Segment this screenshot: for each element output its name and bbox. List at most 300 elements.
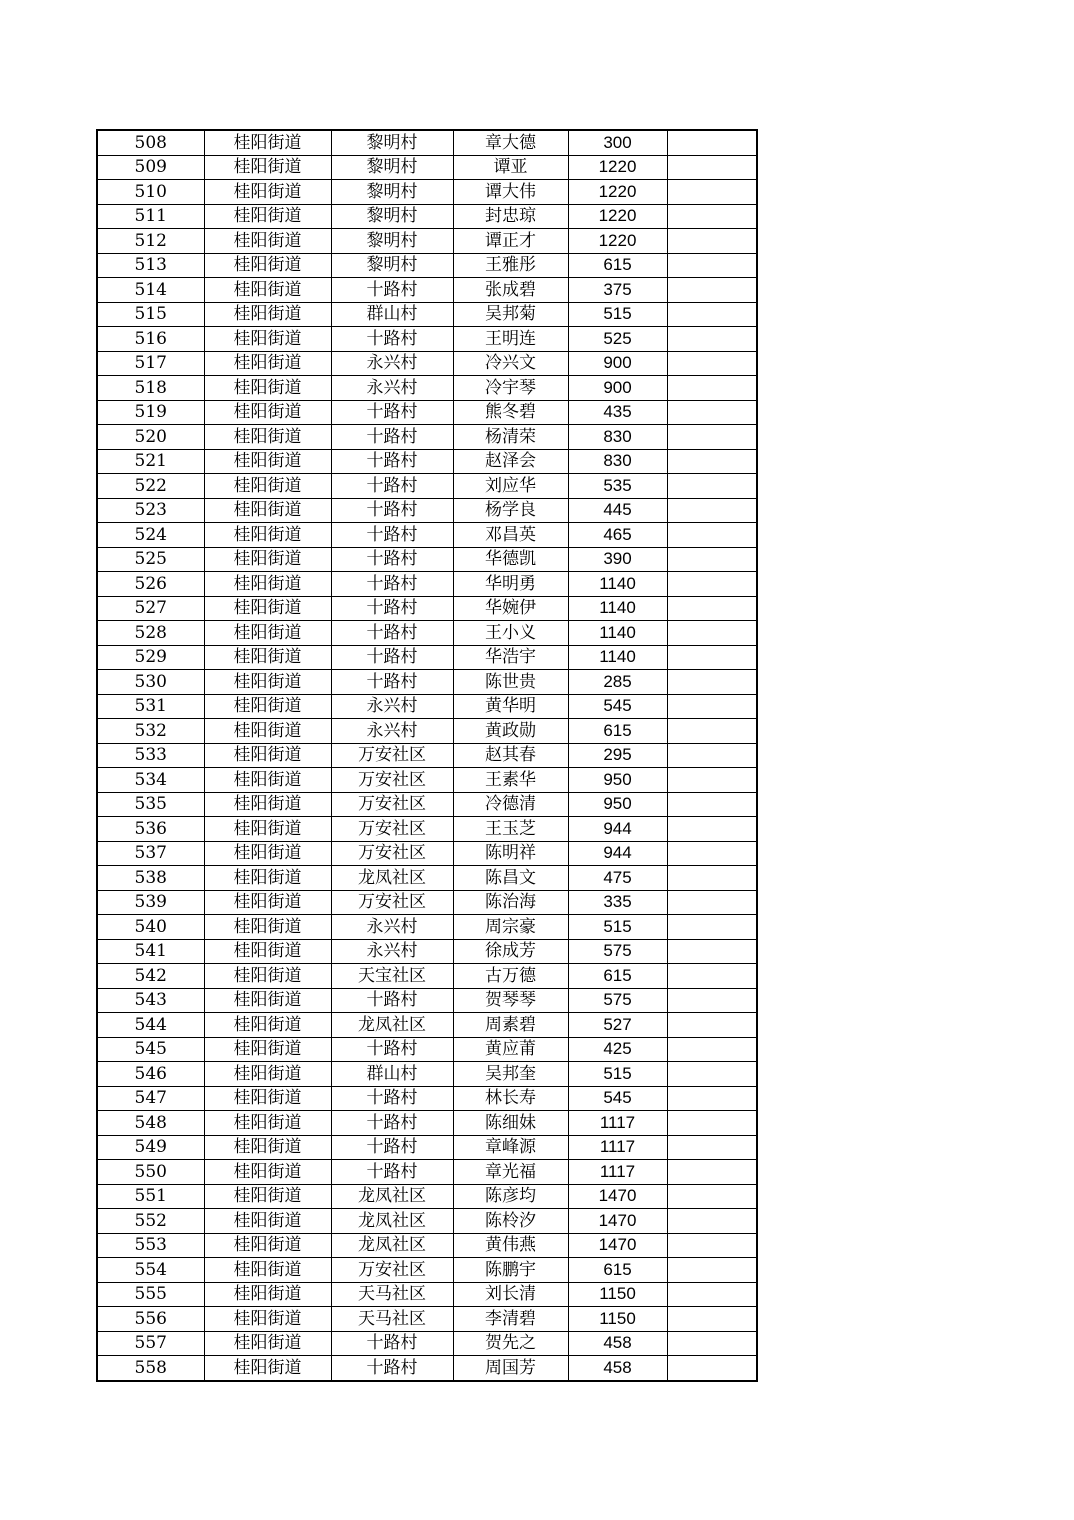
table-row [97,376,757,401]
table-row [97,890,757,915]
note-cell [667,1111,757,1136]
name-cell: 章大德 [453,130,568,155]
amount-cell: 575 [568,988,667,1013]
amount-cell: 615 [568,1258,667,1283]
note-cell [667,302,757,327]
street-cell: 桂阳街道 [204,253,331,278]
row-number-cell: 539 [97,890,204,915]
street-cell: 桂阳街道 [204,1111,331,1136]
note-cell [667,400,757,425]
amount-cell: 527 [568,1013,667,1038]
village-cell: 天宝社区 [331,964,453,989]
street-cell: 桂阳街道 [204,621,331,646]
street-cell: 桂阳街道 [204,425,331,450]
village-cell: 十路村 [331,1160,453,1185]
village-cell: 万安社区 [331,768,453,793]
village-cell: 万安社区 [331,792,453,817]
street-cell: 桂阳街道 [204,1160,331,1185]
street-cell: 桂阳街道 [204,792,331,817]
street-cell: 桂阳街道 [204,768,331,793]
row-number-cell: 557 [97,1331,204,1356]
name-cell: 黄应莆 [453,1037,568,1062]
note-cell [667,547,757,572]
amount-cell: 1117 [568,1111,667,1136]
row-number-cell: 553 [97,1233,204,1258]
amount-cell: 1470 [568,1209,667,1234]
row-number-cell: 520 [97,425,204,450]
amount-cell: 950 [568,792,667,817]
name-cell: 陈治海 [453,890,568,915]
row-number-cell: 522 [97,474,204,499]
note-cell [667,1356,757,1381]
amount-cell: 458 [568,1331,667,1356]
village-cell: 龙凤社区 [331,1233,453,1258]
note-cell [667,1135,757,1160]
table-row [97,1307,757,1332]
table-row [97,351,757,376]
village-cell: 天马社区 [331,1307,453,1332]
name-cell: 徐成芳 [453,939,568,964]
amount-cell: 615 [568,719,667,744]
table-row [97,817,757,842]
row-number-cell: 551 [97,1184,204,1209]
amount-cell: 1140 [568,645,667,670]
street-cell: 桂阳街道 [204,743,331,768]
note-cell [667,1062,757,1087]
table-row [97,915,757,940]
table-row [97,939,757,964]
name-cell: 华浩宇 [453,645,568,670]
table-row [97,400,757,425]
note-cell [667,1013,757,1038]
village-cell: 龙凤社区 [331,866,453,891]
street-cell: 桂阳街道 [204,915,331,940]
village-cell: 永兴村 [331,376,453,401]
note-cell [667,1233,757,1258]
name-cell: 陈细妹 [453,1111,568,1136]
table-row [97,1062,757,1087]
note-cell [667,278,757,303]
village-cell: 黎明村 [331,130,453,155]
data-table [96,129,758,1382]
street-cell: 桂阳街道 [204,155,331,180]
village-cell: 十路村 [331,449,453,474]
row-number-cell: 531 [97,694,204,719]
name-cell: 周宗豪 [453,915,568,940]
name-cell: 王玉芝 [453,817,568,842]
street-cell: 桂阳街道 [204,1258,331,1283]
street-cell: 桂阳街道 [204,180,331,205]
name-cell: 冷德清 [453,792,568,817]
village-cell: 天马社区 [331,1282,453,1307]
name-cell: 谭亚 [453,155,568,180]
note-cell [667,1037,757,1062]
street-cell: 桂阳街道 [204,719,331,744]
name-cell: 陈明祥 [453,841,568,866]
table-row [97,621,757,646]
street-cell: 桂阳街道 [204,327,331,352]
table-row [97,155,757,180]
amount-cell: 944 [568,841,667,866]
street-cell: 桂阳街道 [204,596,331,621]
village-cell: 万安社区 [331,817,453,842]
note-cell [667,890,757,915]
row-number-cell: 558 [97,1356,204,1381]
row-number-cell: 552 [97,1209,204,1234]
name-cell: 刘应华 [453,474,568,499]
row-number-cell: 509 [97,155,204,180]
village-cell: 十路村 [331,1111,453,1136]
village-cell: 十路村 [331,327,453,352]
village-cell: 龙凤社区 [331,1209,453,1234]
name-cell: 冷兴文 [453,351,568,376]
row-number-cell: 513 [97,253,204,278]
row-number-cell: 525 [97,547,204,572]
village-cell: 十路村 [331,1331,453,1356]
row-number-cell: 515 [97,302,204,327]
row-number-cell: 556 [97,1307,204,1332]
amount-cell: 1470 [568,1184,667,1209]
amount-cell: 900 [568,351,667,376]
table-row [97,425,757,450]
village-cell: 永兴村 [331,694,453,719]
table-row [97,841,757,866]
row-number-cell: 542 [97,964,204,989]
row-number-cell: 538 [97,866,204,891]
note-cell [667,817,757,842]
village-cell: 永兴村 [331,351,453,376]
note-cell [667,229,757,254]
row-number-cell: 510 [97,180,204,205]
village-cell: 十路村 [331,1086,453,1111]
note-cell [667,792,757,817]
street-cell: 桂阳街道 [204,523,331,548]
amount-cell: 1220 [568,180,667,205]
name-cell: 吴邦奎 [453,1062,568,1087]
note-cell [667,253,757,278]
village-cell: 十路村 [331,1037,453,1062]
table-row [97,1111,757,1136]
name-cell: 李清碧 [453,1307,568,1332]
village-cell: 黎明村 [331,253,453,278]
amount-cell: 458 [568,1356,667,1381]
name-cell: 贺先之 [453,1331,568,1356]
amount-cell: 950 [568,768,667,793]
name-cell: 王雅彤 [453,253,568,278]
row-number-cell: 517 [97,351,204,376]
village-cell: 万安社区 [331,841,453,866]
village-cell: 万安社区 [331,1258,453,1283]
note-cell [667,841,757,866]
amount-cell: 1117 [568,1135,667,1160]
name-cell: 古万德 [453,964,568,989]
note-cell [667,425,757,450]
village-cell: 十路村 [331,988,453,1013]
village-cell: 永兴村 [331,915,453,940]
street-cell: 桂阳街道 [204,302,331,327]
name-cell: 杨学良 [453,498,568,523]
street-cell: 桂阳街道 [204,400,331,425]
note-cell [667,988,757,1013]
row-number-cell: 523 [97,498,204,523]
amount-cell: 545 [568,694,667,719]
note-cell [667,180,757,205]
name-cell: 陈彦均 [453,1184,568,1209]
row-number-cell: 550 [97,1160,204,1185]
village-cell: 十路村 [331,400,453,425]
note-cell [667,694,757,719]
table-row [97,988,757,1013]
table-row [97,253,757,278]
village-cell: 十路村 [331,474,453,499]
village-cell: 黎明村 [331,155,453,180]
table-row [97,1331,757,1356]
village-cell: 黎明村 [331,229,453,254]
table-row [97,1258,757,1283]
table-body [97,130,757,1381]
amount-cell: 515 [568,1062,667,1087]
name-cell: 封忠琼 [453,204,568,229]
amount-cell: 1220 [568,155,667,180]
table-row [97,130,757,155]
street-cell: 桂阳街道 [204,694,331,719]
row-number-cell: 540 [97,915,204,940]
name-cell: 林长寿 [453,1086,568,1111]
name-cell: 陈世贵 [453,670,568,695]
row-number-cell: 535 [97,792,204,817]
table-row [97,670,757,695]
street-cell: 桂阳街道 [204,1331,331,1356]
note-cell [667,915,757,940]
street-cell: 桂阳街道 [204,1062,331,1087]
street-cell: 桂阳街道 [204,1086,331,1111]
name-cell: 熊冬碧 [453,400,568,425]
street-cell: 桂阳街道 [204,449,331,474]
table-row [97,474,757,499]
note-cell [667,204,757,229]
amount-cell: 285 [568,670,667,695]
name-cell: 杨清荣 [453,425,568,450]
table-row [97,866,757,891]
village-cell: 十路村 [331,572,453,597]
row-number-cell: 524 [97,523,204,548]
row-number-cell: 537 [97,841,204,866]
name-cell: 张成碧 [453,278,568,303]
table-row [97,1233,757,1258]
row-number-cell: 547 [97,1086,204,1111]
table-row [97,498,757,523]
row-number-cell: 541 [97,939,204,964]
street-cell: 桂阳街道 [204,547,331,572]
table-row [97,596,757,621]
street-cell: 桂阳街道 [204,1307,331,1332]
village-cell: 群山村 [331,1062,453,1087]
street-cell: 桂阳街道 [204,890,331,915]
name-cell: 华明勇 [453,572,568,597]
name-cell: 王素华 [453,768,568,793]
name-cell: 王小义 [453,621,568,646]
street-cell: 桂阳街道 [204,817,331,842]
table-row [97,719,757,744]
table-row [97,180,757,205]
note-cell [667,670,757,695]
village-cell: 十路村 [331,498,453,523]
note-cell [667,1331,757,1356]
name-cell: 贺琴琴 [453,988,568,1013]
village-cell: 黎明村 [331,204,453,229]
village-cell: 永兴村 [331,719,453,744]
street-cell: 桂阳街道 [204,376,331,401]
amount-cell: 830 [568,425,667,450]
table-row [97,964,757,989]
row-number-cell: 549 [97,1135,204,1160]
amount-cell: 1150 [568,1307,667,1332]
name-cell: 黄政勋 [453,719,568,744]
note-cell [667,866,757,891]
note-cell [667,743,757,768]
table-row [97,792,757,817]
note-cell [667,327,757,352]
street-cell: 桂阳街道 [204,1037,331,1062]
street-cell: 桂阳街道 [204,964,331,989]
note-cell [667,621,757,646]
street-cell: 桂阳街道 [204,130,331,155]
name-cell: 王明连 [453,327,568,352]
table-row [97,1356,757,1381]
table-row [97,1086,757,1111]
table-row [97,302,757,327]
amount-cell: 830 [568,449,667,474]
street-cell: 桂阳街道 [204,1209,331,1234]
amount-cell: 1140 [568,572,667,597]
table-row [97,1209,757,1234]
amount-cell: 425 [568,1037,667,1062]
table-row [97,449,757,474]
name-cell: 谭大伟 [453,180,568,205]
table-row [97,1160,757,1185]
name-cell: 陈柃汐 [453,1209,568,1234]
village-cell: 万安社区 [331,890,453,915]
table-row [97,327,757,352]
row-number-cell: 519 [97,400,204,425]
row-number-cell: 529 [97,645,204,670]
village-cell: 群山村 [331,302,453,327]
row-number-cell: 516 [97,327,204,352]
note-cell [667,719,757,744]
amount-cell: 445 [568,498,667,523]
street-cell: 桂阳街道 [204,1135,331,1160]
street-cell: 桂阳街道 [204,939,331,964]
row-number-cell: 512 [97,229,204,254]
name-cell: 邓昌英 [453,523,568,548]
table-row [97,204,757,229]
amount-cell: 435 [568,400,667,425]
amount-cell: 1117 [568,1160,667,1185]
note-cell [667,1184,757,1209]
amount-cell: 465 [568,523,667,548]
amount-cell: 615 [568,253,667,278]
street-cell: 桂阳街道 [204,351,331,376]
table-row [97,1184,757,1209]
street-cell: 桂阳街道 [204,1282,331,1307]
street-cell: 桂阳街道 [204,1013,331,1038]
note-cell [667,1258,757,1283]
note-cell [667,351,757,376]
amount-cell: 1220 [568,204,667,229]
name-cell: 黄伟燕 [453,1233,568,1258]
note-cell [667,449,757,474]
row-number-cell: 533 [97,743,204,768]
street-cell: 桂阳街道 [204,670,331,695]
street-cell: 桂阳街道 [204,278,331,303]
row-number-cell: 518 [97,376,204,401]
row-number-cell: 527 [97,596,204,621]
street-cell: 桂阳街道 [204,988,331,1013]
amount-cell: 375 [568,278,667,303]
village-cell: 十路村 [331,645,453,670]
table-row [97,1037,757,1062]
table-row [97,278,757,303]
street-cell: 桂阳街道 [204,645,331,670]
amount-cell: 1140 [568,621,667,646]
note-cell [667,498,757,523]
row-number-cell: 511 [97,204,204,229]
street-cell: 桂阳街道 [204,841,331,866]
amount-cell: 475 [568,866,667,891]
village-cell: 龙凤社区 [331,1013,453,1038]
village-cell: 十路村 [331,547,453,572]
row-number-cell: 546 [97,1062,204,1087]
amount-cell: 295 [568,743,667,768]
street-cell: 桂阳街道 [204,1233,331,1258]
table-row [97,645,757,670]
street-cell: 桂阳街道 [204,866,331,891]
name-cell: 章光福 [453,1160,568,1185]
street-cell: 桂阳街道 [204,572,331,597]
street-cell: 桂阳街道 [204,1184,331,1209]
amount-cell: 615 [568,964,667,989]
name-cell: 周国芳 [453,1356,568,1381]
amount-cell: 525 [568,327,667,352]
name-cell: 华婉伊 [453,596,568,621]
village-cell: 龙凤社区 [331,1184,453,1209]
name-cell: 刘长清 [453,1282,568,1307]
name-cell: 陈鹏宇 [453,1258,568,1283]
amount-cell: 515 [568,915,667,940]
amount-cell: 944 [568,817,667,842]
row-number-cell: 536 [97,817,204,842]
name-cell: 黄华明 [453,694,568,719]
name-cell: 冷宇琴 [453,376,568,401]
row-number-cell: 508 [97,130,204,155]
amount-cell: 545 [568,1086,667,1111]
note-cell [667,130,757,155]
row-number-cell: 521 [97,449,204,474]
amount-cell: 390 [568,547,667,572]
table-row [97,572,757,597]
amount-cell: 1470 [568,1233,667,1258]
row-number-cell: 545 [97,1037,204,1062]
table-row [97,694,757,719]
village-cell: 十路村 [331,1135,453,1160]
row-number-cell: 532 [97,719,204,744]
name-cell: 赵泽会 [453,449,568,474]
note-cell [667,1307,757,1332]
amount-cell: 1220 [568,229,667,254]
street-cell: 桂阳街道 [204,229,331,254]
note-cell [667,596,757,621]
name-cell: 谭正才 [453,229,568,254]
